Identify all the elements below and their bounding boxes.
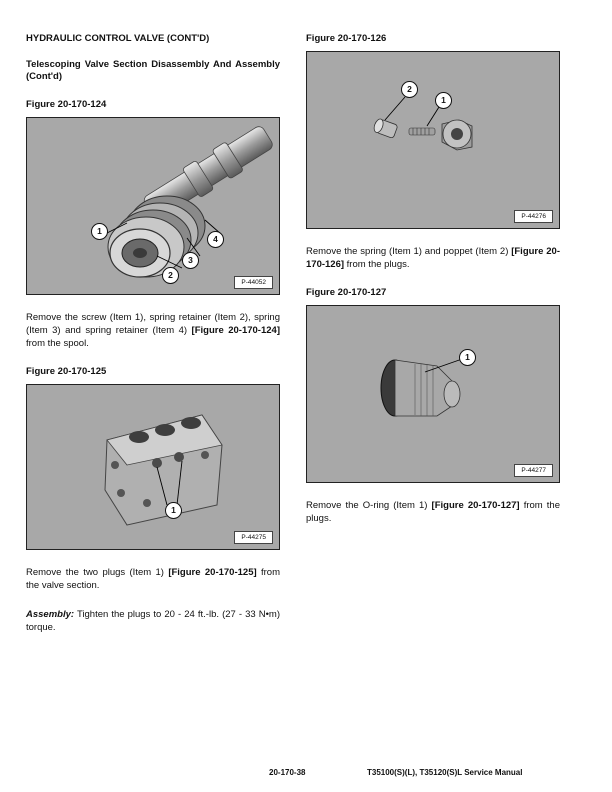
figure-label-126: Figure 20-170-126 [306,33,387,44]
figure-label-127: Figure 20-170-127 [306,287,387,298]
assembly-note [26,608,280,634]
callout-2: 2 [162,267,179,284]
figure-126-photo [306,51,560,229]
instruction-125 [26,566,280,592]
instruction-124-tail: from the spool. [26,338,89,349]
instruction-126-tail: from the plugs. [344,259,410,270]
subsection-title: Telescoping Valve Section Disassembly And Assembly (Cont'd) [26,59,280,82]
instruction-125-tail: from the valve section. [26,567,281,591]
callout-1: 1 [435,92,452,109]
callout-1: 1 [459,349,476,366]
assembly-text: Tighten the plugs to 20 - 24 ft.-lb. (27 - 33 N•m) torque. [26,609,280,633]
left-column [26,33,280,650]
instruction-124-figure-ref: [Figure 20-170-124] [191,325,280,336]
instruction-126-figure-ref: [Figure 20-170-126] [306,246,560,270]
callout-4: 4 [207,231,224,248]
plug-parts-illustration [307,52,559,228]
instruction-127-figure-ref: [Figure 20-170-127] [431,500,520,511]
photo-id-125: P-44275 [234,531,273,544]
manual-title: T35100(S)(L), T35120(S)L Service Manual [367,768,523,777]
page-number: 20-170-38 [269,768,306,777]
assembly-label: Assembly: [26,609,75,620]
valve-section-illustration [27,385,279,549]
instruction-125-figure-ref: [Figure 20-170-125] [168,567,257,578]
callout-3: 3 [182,252,199,269]
callout-2: 2 [401,81,418,98]
plug-oring-illustration [307,306,559,482]
instruction-127 [306,499,560,525]
figure-label-125: Figure 20-170-125 [26,366,107,377]
spool-illustration [27,118,279,294]
figure-127-photo [306,305,560,483]
callout-1: 1 [91,223,108,240]
instruction-127-tail: from the plugs. [306,500,560,524]
photo-id-124: P-44052 [234,276,273,289]
instruction-126-text: Remove the spring (Item 1) and poppet (Item 2) [306,246,512,257]
instruction-127-text: Remove the O-ring (Item 1) [306,500,432,511]
section-title: HYDRAULIC CONTROL VALVE (CONT'D) [26,33,210,44]
instruction-126 [306,245,560,271]
figure-125-photo [26,384,280,550]
callout-1: 1 [165,502,182,519]
photo-id-126: P-44276 [514,210,553,223]
right-column [306,33,560,541]
instruction-124 [26,311,280,350]
photo-id-127: P-44277 [514,464,553,477]
figure-label-124: Figure 20-170-124 [26,99,107,110]
instruction-125-text: Remove the two plugs (Item 1) [26,567,169,578]
instruction-124-text: Remove the screw (Item 1), spring retainer (Item 2), spring (Item 3) and spring retainer (Item 4) [26,312,280,336]
figure-124-photo [26,117,280,295]
